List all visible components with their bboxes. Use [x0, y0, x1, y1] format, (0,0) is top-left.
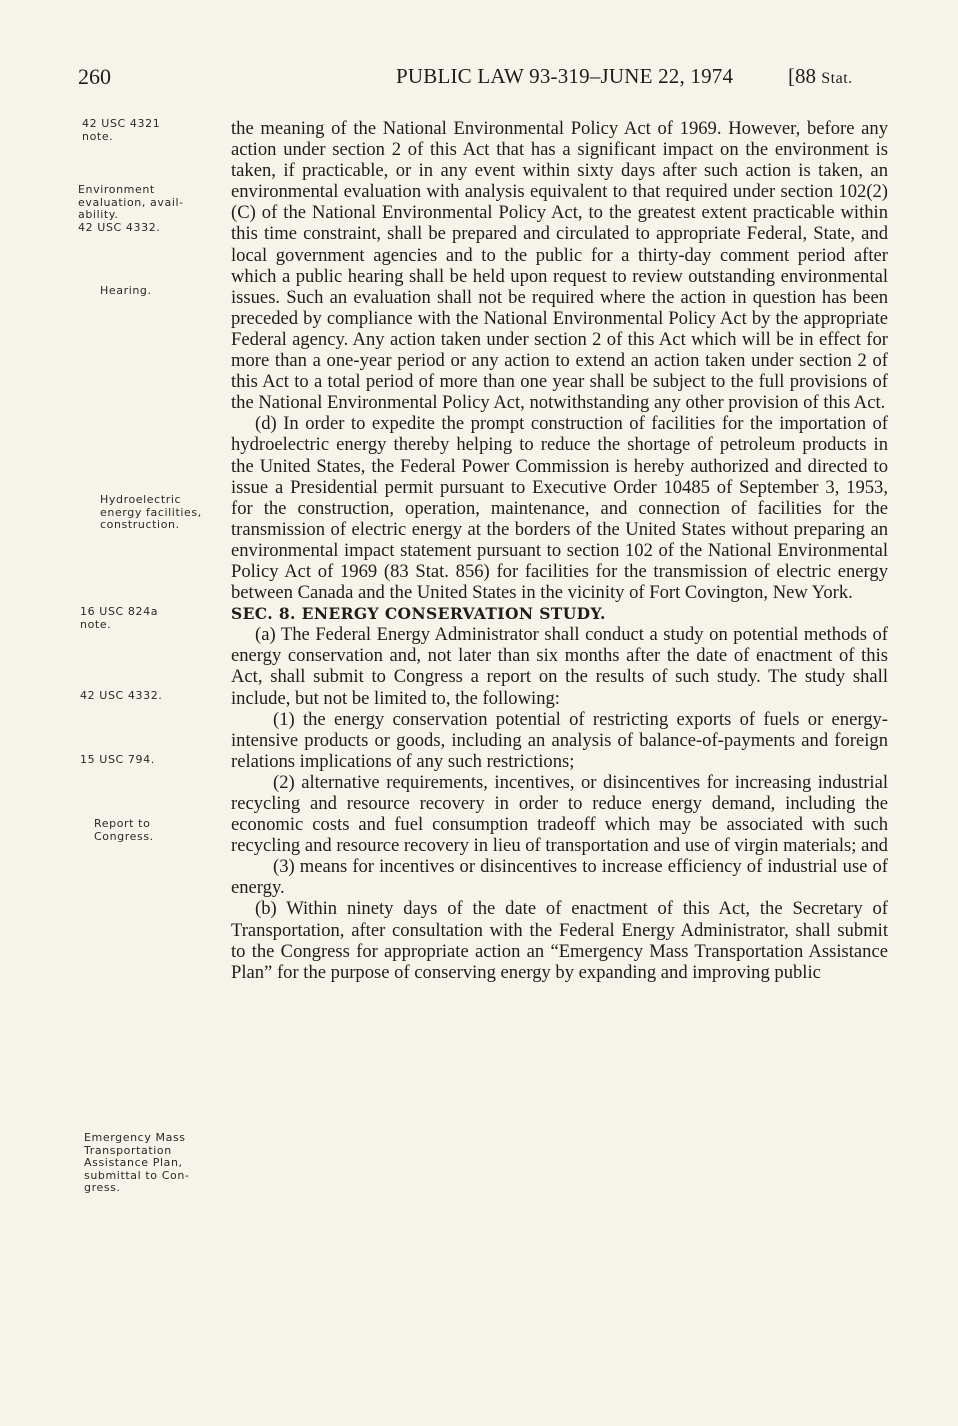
volume-reference: [788, 64, 853, 89]
section-heading: SEC. 8. ENERGY CONSERVATION STUDY.: [231, 604, 606, 624]
paragraph-continuation: the meaning of the National Environmental Policy Act of 1969. However, before any action under section 2 of this Act that has a significant impact on the environment is taken, if practicable, or in any event within sixty days after such action is taken, an environmental evaluation with analysis equivalent to that required under section 102(2) (C) of the National Environmental Policy Act, to the greatest extent practicable within this time constraint, shall be prepared and circulated to appropriate Federal, State, and local government agencies and to the public for a thirty-day comment period after which a public hearing shall be held upon request to review outstanding environmental issues. Such an evaluation shall not be required where the action in question has been preceded by compliance with the National Environmental Policy Act by the appropriate Federal agency. Any action taken under section 2 of this Act which will be in effect for more than a one-year period or any action to extend an action taken under section 2 of this Act to a total period of more than one year shall be subject to the full provisions of the National Environmental Policy Act, notwithstanding any other provision of this Act.: [231, 118, 888, 414]
margin-note: Hydroelectric energy facilities, construction.: [100, 493, 202, 531]
margin-note: 42 USC 4332.: [80, 689, 163, 702]
paragraph-b: (b) Within ninety days of the date of enactment of this Act, the Secretary of Transportation, after consultation with the Federal Energy Administrator, shall submit to the Congress for appropriate action an “Emergency Mass Transportation Assistance Plan” for the purpose of conserving energy by expanding and improving public: [231, 898, 888, 983]
margin-note: 42 USC 4321 note.: [82, 117, 161, 143]
margin-note: Report to Congress.: [94, 817, 154, 843]
list-item-2: (2) alternative requirements, incentives, or disincentives for increasing industrial recycling and resource recovery in order to reduce energy demand, including the economic costs and fuel consumption tradeoff which may be associated with such recycling and resource recovery in lieu of transportation and use of virgin materials; and: [231, 771, 888, 857]
body-text: [231, 118, 888, 983]
margin-note: Emergency Mass Transportation Assistance Plan, submittal to Con- gress.: [84, 1131, 190, 1194]
paragraph-d: (d) In order to expedite the prompt construction of facilities for the importation of hydroelectric energy thereby helping to reduce the shortage of petroleum products in the United States, the Federal Power Commission is hereby authorized and directed to issue a Presidential permit pursuant to Executive Order 10485 of September 3, 1953, for the construction, operation, maintenance, and connection of facilities for the transmission of electric energy at the borders of the United States without preparing an environmental impact statement pursuant to section 102 of the National Environmental Policy Act of 1969 (83 Stat. 856) for facilities for the transmission of electric energy between Canada and the United States in the vicinity of Fort Covington, New York.: [231, 413, 888, 604]
volume-prefix: [88: [788, 64, 822, 88]
volume-suffix: Stat.: [821, 70, 853, 87]
page-header: [0, 64, 958, 94]
margin-note: 16 USC 824a note.: [80, 605, 159, 631]
margin-note: Environment evaluation, avail- ability. 42 USC 4332.: [78, 183, 184, 234]
margin-note: Hearing.: [100, 284, 152, 297]
list-item-1: (1) the energy conservation potential of restricting exports of fuels or energy-intensive products or goods, including an analysis of balance-of-payments and foreign relations implications of any such restrictions;: [231, 708, 888, 772]
page-number: 260: [78, 64, 111, 89]
margin-note: 15 USC 794.: [80, 753, 155, 766]
running-title: PUBLIC LAW 93-319–JUNE 22, 1974: [396, 64, 734, 88]
paragraph-a: (a) The Federal Energy Administrator shall conduct a study on potential methods of energy conservation and, not later than six months after the date of enactment of this Act, shall submit to Congress a report on the results of such study. The study shall include, but not be limited to, the following:: [231, 624, 888, 709]
list-item-3: (3) means for incentives or disincentives to increase efficiency of industrial use of energy.: [231, 856, 888, 899]
